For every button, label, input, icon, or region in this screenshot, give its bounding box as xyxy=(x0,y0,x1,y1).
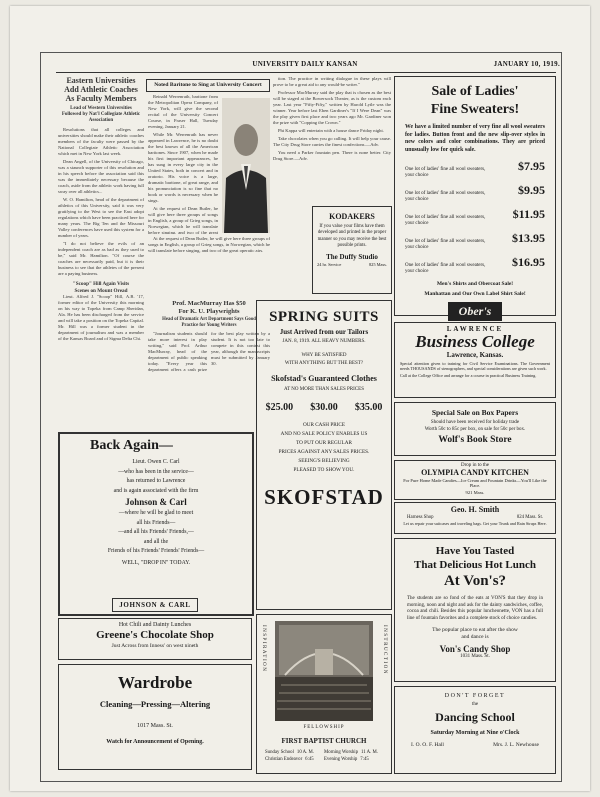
back-again-lines xyxy=(60,458,252,568)
sweater-price-row xyxy=(405,207,545,227)
spring-suits-ad xyxy=(256,300,392,610)
vons-title xyxy=(395,544,555,591)
olympia-address: 921 Mass. xyxy=(465,489,485,495)
scoop-headline xyxy=(58,281,144,294)
smith-line: Let us repair your suitcases and traveling bags. Get your Trunk and Rain Straps Here. xyxy=(403,521,547,526)
spring-policy-line: PRICES AGAINST ANY SALES PRICES. xyxy=(278,449,370,455)
church-ad xyxy=(256,614,392,774)
wardrobe-note: Watch for Announcement of Opening. xyxy=(106,739,204,745)
baritone-paragraph: At the request of Dean Butler, he will give here three groups of songs in English, a group of Grieg songs, in Norwegian, which he will translate before singing, and two of the great xyxy=(148,206,218,234)
business-city: Lawrence, Kansas. xyxy=(446,351,504,359)
parker-pen-ad: You need a Parker fountain pen. There is none better. City Drug Store.—Adv. xyxy=(273,150,391,161)
col3-paragraph: Professor MacMurray said the play that is chosen as the best will be staged at the Bowersock Theater, as is the custom each year. Last year "Fifty-Fifty," written by Harold Lytle was the winner. Year before last Eben Gardiner's "If I Were Dean" was the play given first place and two years ago Mr. Gardiner won the prize with "Copping the Crown." xyxy=(273,90,391,125)
olympia-ad xyxy=(394,460,556,500)
spring-policy-line: PLEASED TO SHOW YOU. xyxy=(293,467,355,473)
sweater-price: $16.95 xyxy=(512,255,545,269)
church-service-time: 6:45 xyxy=(305,757,314,762)
church-side-left: INSPIRATION xyxy=(261,625,266,673)
smith-address: 824 Mass. St. xyxy=(516,515,543,520)
dancing-ad xyxy=(394,686,556,774)
back-again-line: and is again associated with the firm xyxy=(113,487,199,494)
scoop-headline-line: Scenes on Mount Oread xyxy=(74,287,128,294)
dancing-hall: I. O. O. F. Hall xyxy=(411,742,444,748)
obers-logo-text: Ober's xyxy=(448,302,503,321)
back-again-line: —and all his Friends' Friends,— xyxy=(118,529,194,535)
church-service-time: 7:45 xyxy=(360,757,369,762)
macmurray-headline-line: Prof. MacMurray Has $50 xyxy=(172,300,246,307)
masthead-rule xyxy=(56,72,556,73)
spring-price: $25.00 xyxy=(265,402,294,413)
church-service-label: Sunday School xyxy=(265,750,294,755)
business-college-ad xyxy=(394,322,556,398)
vons-title-line: At Von's? xyxy=(443,573,507,589)
back-again-line: —where he will be glad to meet xyxy=(118,510,194,516)
kodakers-title: KODAKERS xyxy=(329,212,375,221)
vons-address: 1031 Mass. St. xyxy=(460,654,490,660)
wardrobe-address: 1017 Mass. St. xyxy=(137,723,173,729)
church-service-label: Evening Worship xyxy=(324,757,358,762)
sweater-price-label: One lot of ladies' fine all wool sweaters, your choice xyxy=(405,215,486,226)
back-again-line: —who has been in the service— xyxy=(118,468,194,475)
olympia-drop: Drop in to the xyxy=(461,463,489,468)
scoop-headline-line: "Scoop" Hill Again Visits xyxy=(72,281,130,287)
col1-headline-line: Eastern Universities xyxy=(66,76,136,85)
sweaters-title xyxy=(395,83,555,119)
col1-subhead: Lead of Western Universities Followed by Nat'l Collegiate Athletic Association xyxy=(61,106,141,123)
duffy-address: 825 Mass. xyxy=(368,261,387,267)
scoop-paragraph: Lieut. Alfred J. "Scoop" Hill, A.B. '17, former editor of the University this morning on his way to Topeka from Camp Sheridan, Ala. He has been discharged from the service and will take a position on the Topeka Capital. Mr. Hill was a former student in the department of journalism and was a member of the Kansas Board and of Sigma Delta Chi. xyxy=(58,294,144,341)
church-name: FIRST BAPTIST CHURCH xyxy=(281,737,367,745)
smith-ad xyxy=(394,502,556,534)
back-again-line: all his Friends— xyxy=(136,519,176,526)
sweater-price-label: One lot of ladies' fine all wool sweaters, your choice xyxy=(405,191,486,202)
sweaters-ad xyxy=(394,76,556,316)
church-interior-photo xyxy=(275,621,373,721)
business-body: Special attention given to training for Civil Service Examinations. The Government needs THOUSANDS of stenographers, and special considerations are given such work. xyxy=(400,361,550,372)
back-again-line: WELL, "DROP IN" TODAY. xyxy=(121,559,191,566)
church-service-item xyxy=(324,749,383,756)
baritone-continued-text: At the request of Dean Butler, he will give here three groups of songs in English, a group of Grieg songs, in Norwegian, which he will translate before singing, and two of the great operatic airs. xyxy=(148,236,270,253)
church-service-label: Christian Endeavor xyxy=(265,757,303,762)
olympia-name: OLYMPIA CANDY KITCHEN xyxy=(421,468,529,477)
col1-headline-line: As Faculty Members xyxy=(65,94,137,103)
back-again-line: has returned to Lawrence xyxy=(126,478,186,484)
greene-ad xyxy=(58,618,252,660)
back-again-line: Lieut. Owen C. Carl xyxy=(132,459,180,465)
wardrobe-services: Cleaning—Pressing—Altering xyxy=(99,699,211,709)
col3-article xyxy=(273,76,391,226)
duffy-info xyxy=(317,262,387,267)
johnson-carl-logo-text: JOHNSON & CARL xyxy=(119,601,191,609)
dancing-when: Saturday Morning at Nine o'Clock xyxy=(430,730,520,736)
church-services xyxy=(265,749,383,763)
portrait-image xyxy=(222,98,270,233)
baritone-headline: Noted Baritone to Sing at University Concert xyxy=(154,82,262,88)
smith-name: Geo. H. Smith xyxy=(450,505,500,514)
church-service-item xyxy=(265,756,324,763)
wolf-ad xyxy=(394,402,556,456)
portrait-photo xyxy=(222,98,270,233)
olympia-line: For Pure Home Made Candies—Ice Cream and Fountain Drinks—You'll Like the Place. xyxy=(403,478,547,489)
shirts-label: Manhattan and Our Own Label Shirt Sale! xyxy=(424,291,526,297)
vons-popular-line: The popular place to eat after the show xyxy=(432,627,518,634)
sweater-price-label: One lot of ladies' fine all wool sweaters, your choice xyxy=(405,239,486,250)
vons-title-line: Have You Tasted xyxy=(435,545,515,557)
spring-title: SPRING SUITS xyxy=(269,309,379,325)
spring-price: $30.00 xyxy=(310,402,338,413)
macmurray-headline-line: For K. U. Playwrights xyxy=(178,307,240,315)
sweater-price: $11.95 xyxy=(512,207,545,221)
sweater-price: $7.95 xyxy=(518,159,545,173)
duffy-service: 24 hr. Service xyxy=(317,261,342,267)
back-again-title: Back Again— xyxy=(90,438,173,453)
sweater-price: $9.95 xyxy=(518,183,545,197)
vons-ad xyxy=(394,538,556,682)
wolf-title: Special Sale on Box Papers xyxy=(431,408,519,417)
col1-paragraph: Dean Angell, of the University of Chicago, was a staunch supporter of this resolution and in his speech before the association said this was the immediately necessary because the coach, aside from the athletic work having full sway over all athletics... xyxy=(58,159,144,194)
col1-article xyxy=(58,76,144,426)
spring-date: JAN. 8, 1919. ALL HEAVY NUMBERS. xyxy=(282,339,366,344)
church-side-right: INSTRUCTION xyxy=(382,625,387,675)
col1-paragraph: "I do not believe the evils of an independent coach are as bad as they used to be," said Mr. Hamilton. "Of course the coaches are necessarily paid, but it is their business to see that the athletes of the present are a paying business. xyxy=(58,241,144,276)
sweaters-title-line: Fine Sweaters! xyxy=(430,102,520,117)
macmurray-paragraph: "Journalism students should take more interest in play writing," said Prof. Arthur MacMurray, head of the department of public speaking today. "Every year this department offers a cash prize for the best play written by a student. It is not too late to compete in this contest this year, although the manuscripts must be submitted by January 30. xyxy=(148,330,270,372)
wardrobe-title: Wardrobe xyxy=(117,673,193,692)
church-service-item xyxy=(324,756,383,763)
sweater-price-row xyxy=(405,255,545,275)
masthead-title: UNIVERSITY DAILY KANSAN xyxy=(252,60,358,68)
sweaters-price-list xyxy=(405,159,545,275)
church-service-time: 11 A. M. xyxy=(361,750,378,755)
dancing-forget: DON'T FORGET xyxy=(444,693,506,699)
spring-price: $35.00 xyxy=(354,402,383,413)
spring-policy-line: OUR CASH PRICE xyxy=(302,422,346,428)
spring-policy-line: AND NO SALE POLICY ENABLES US xyxy=(280,431,368,437)
spring-policy-line: TO PUT OUR REGULAR xyxy=(296,440,352,446)
sweater-price-label: One lot of ladies' fine all wool sweaters, your choice xyxy=(405,263,486,274)
skofstad-guarantee: Skofstad's Guaranteed Clothes xyxy=(271,374,377,383)
shirts-sale: Men's Shirts and Obercoat Sale! xyxy=(436,281,514,287)
masthead-date: JANUARY 10, 1919. xyxy=(493,60,560,68)
phi-kappa-note: Phi Kappa will entertain with a house dance Friday night. xyxy=(278,128,384,133)
kodakers-ad xyxy=(312,206,392,294)
col1-headline xyxy=(58,76,144,103)
smith-shop-row xyxy=(407,515,543,520)
sweater-price-label: One lot of ladies' fine all wool sweaters, your choice xyxy=(405,167,486,178)
dancing-the: the xyxy=(471,702,479,707)
vons-title-line: That Delicious Hot Lunch xyxy=(414,559,536,571)
church-service-item xyxy=(265,749,324,756)
church-service-time: 10 A. M. xyxy=(296,750,314,755)
back-again-ad xyxy=(58,432,254,616)
smith-shop: Harness Shop xyxy=(407,515,434,520)
macmurray-article xyxy=(148,300,270,426)
kodakers-body: If you value your films have them developed and printed in the proper manner so you may receive the best possible prints. xyxy=(317,224,387,249)
johnson-carl-logo xyxy=(112,598,198,612)
sweater-price-row xyxy=(405,159,545,179)
macmurray-headline xyxy=(148,300,270,315)
spring-why-line: WHY BE SATISFIED xyxy=(301,353,347,358)
business-lawrence: LAWRENCE xyxy=(446,325,504,333)
back-again-line: Johnson & Carl xyxy=(125,497,187,507)
sweater-price: $13.95 xyxy=(512,231,545,245)
greene-line1: Hot Chili and Dainty Lunches xyxy=(118,622,192,628)
skofstad-name: SKOFSTAD xyxy=(264,485,384,509)
spring-policy xyxy=(257,421,391,475)
baritone-headline-box xyxy=(146,79,270,92)
baritone-article xyxy=(148,94,218,234)
dancing-teacher: Mrs. J. L. Newhouse xyxy=(493,742,539,748)
chocolates-ad: Take chocolates when you go calling. It will help your cause. The City Drug Store carries the finest confections.—Adv. xyxy=(273,136,391,147)
sweater-price-row xyxy=(405,183,545,203)
col3-paragraph: tion. The practice in writing dialogue in these plays will prove to be a great aid to any would-be writer." xyxy=(273,76,391,87)
col1-headline-line: Add Athletic Coaches xyxy=(64,85,138,94)
baritone-paragraph: Reinald Werrenrath, baritone from the Metropolitan Opera Company, of New York, will give the second recital of the University Concert Course, in Fraser Hall, Tuesday evening, January 21. xyxy=(148,94,218,129)
business-name: Business College xyxy=(415,332,535,351)
sweater-price-row xyxy=(405,231,545,251)
spring-why xyxy=(257,352,391,368)
vons-name: Von's Candy Shop xyxy=(439,644,511,655)
sweaters-intro: We have a limited number of very fine all wool sweaters for ladies. Button front and the new slip-over styles in new colors and color combinations. They are priced unusually low for quick sale. xyxy=(405,124,545,153)
col1-paragraph: W. O. Hamilton, head of the department of athletics of this University, said it was very gratifying to the West to see the East adopt regulations which have been practiced here for many years. The Big Ten and the Missouri Valley conferences have used this system for a number of years. xyxy=(58,197,144,238)
col1-paragraph: Resolutions that all colleges and universities should make their athletic coaches members of the faculty were passed by the National Collegiate Athletic Association which met in New York last week. xyxy=(58,127,144,156)
wardrobe-ad xyxy=(58,664,252,770)
masthead xyxy=(50,60,560,72)
dancing-footer xyxy=(411,742,539,748)
duffy-studio: The Duffy Studio xyxy=(326,252,378,261)
spring-sub: Just Arrived from our Tailors xyxy=(279,328,369,336)
spring-why-line: WITH ANYTHING BUT THE BEST? xyxy=(284,361,364,366)
dancing-name: Dancing School xyxy=(435,710,515,724)
church-service-label: Morning Worship xyxy=(324,750,359,755)
business-call: Call at the College Office and arrange for a course in practical Business Training. xyxy=(400,373,537,379)
macmurray-subhead: Head of Dramatic Art Department Says Good Practice for Young Writers xyxy=(162,317,256,328)
wolf-name: Wolf's Book Store xyxy=(438,435,512,445)
vons-body: The students are so fond of the eats at VON'S that they drop in morning, noon and night and ask for the dainty sandwiches, coffee, cocoa and chili. Besides this popular luncheonette, VON has a full line of fountain favorites and a complete stock of choice candies. xyxy=(407,596,543,621)
baritone-paragraph: While Mr. Werrenrath has never appeared in Lawrence, he is no doubt the best known of all the American baritones. Since 1907, when he made his first important appearances, he has sung in every large city in the United States, both in concert and in oratorio. His voice is a large, dramatic baritone, of great range, and his pronunciation is so fine that no book or words is necessary when he sings. xyxy=(148,132,218,203)
spring-at-price: AT NO MORE THAN SALES PRICES xyxy=(284,387,364,392)
back-again-line: Friends of his Friends' Friends' Friends— xyxy=(107,548,205,554)
greene-line3: Just Across from Inness' on west nineth xyxy=(111,643,199,649)
sweaters-title-line: Sale of Ladies' xyxy=(431,84,519,99)
vons-popular-line: and dance is xyxy=(461,634,489,641)
wolf-line2: Worth 50c to 85c per box, on sale for 50c per box. xyxy=(424,427,526,432)
baritone-continued xyxy=(148,236,270,292)
wolf-line1: Should have been received for holiday trade xyxy=(430,420,520,425)
back-again-line: and all the xyxy=(143,538,169,545)
spring-prices xyxy=(257,402,391,413)
vons-popular xyxy=(395,627,555,641)
spring-policy-line: SEEING'S BELIEVING xyxy=(298,458,350,464)
church-fellowship: FELLOWSHIP xyxy=(303,725,345,730)
obers-logo xyxy=(395,302,555,321)
greene-name: Greene's Chocolate Shop xyxy=(96,629,214,641)
